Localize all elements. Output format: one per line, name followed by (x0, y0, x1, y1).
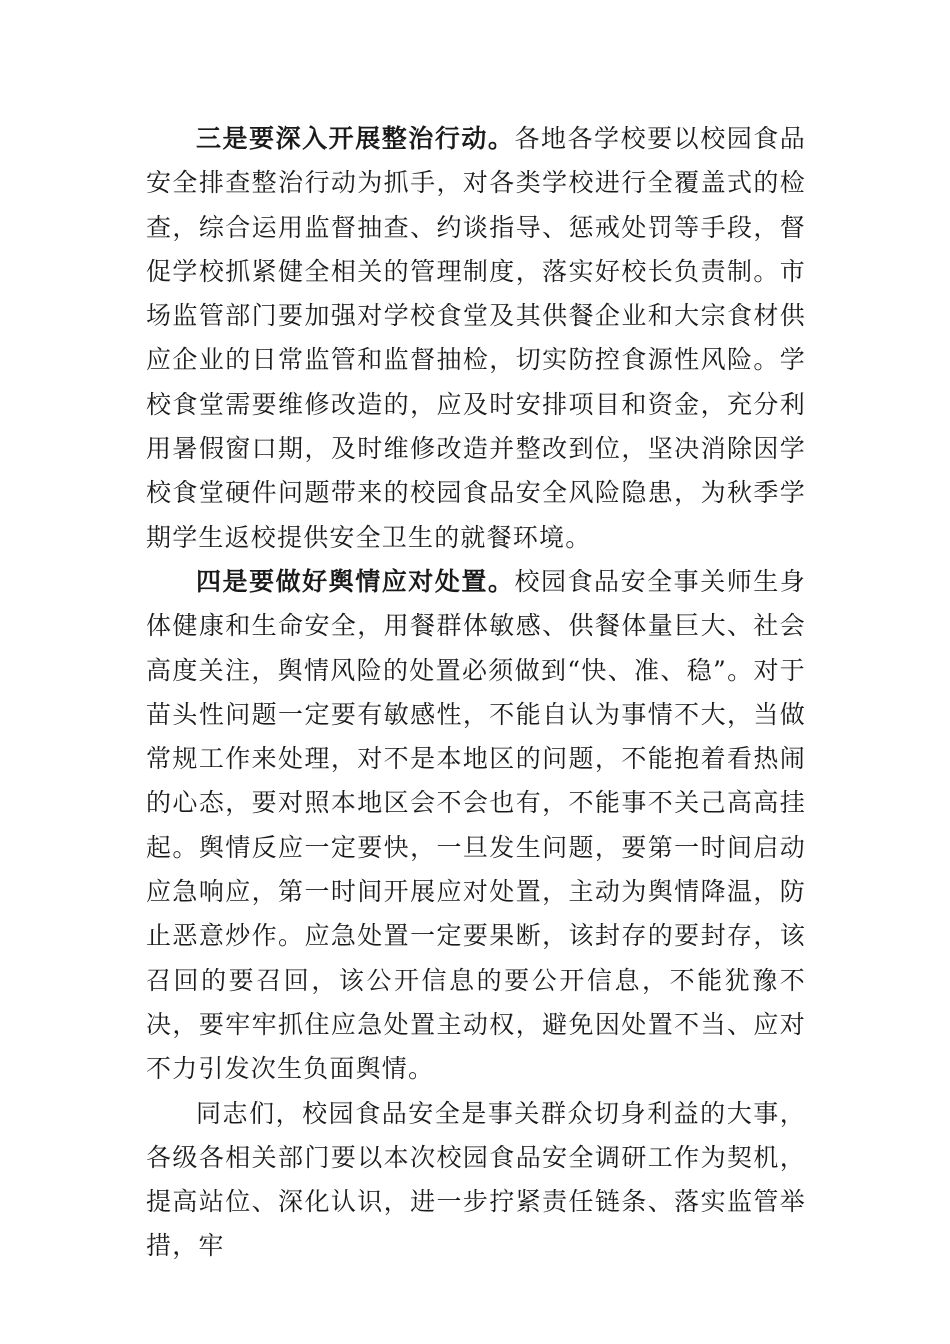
paragraph-text: 各地各学校要以校园食品安全排查整治行动为抓手，对各类学校进行全覆盖式的检查，综合运用监督抽查、约谈指导、惩戒处罚等手段，督促学校抓紧健全相关的管理制度，落实好校长负责制。市场监管部门要加强对学校食堂及其供餐企业和大宗食材供应企业的日常监管和监督抽检，切实防控食源性风险。学校食堂需要维修改造的，应及时安排项目和资金，充分利用暑假窗口期，及时维修改造并整改到位，坚决消除因学校食堂硬件问题带来的校园食品安全风险隐患，为秋季学期学生返校提供安全卫生的就餐环境。 (146, 124, 806, 552)
paragraph-text: 校园食品安全事关师生身体健康和生命安全，用餐群体敏感、供餐体量巨大、社会高度关注，舆情风险的处置必须做到“快、准、稳”。对于苗头性问题一定要有敏感性，不能自认为事情不大，当做常规工作来处理，对不是本地区的问题，不能抱着看热闹的心态，要对照本地区会不会也有，不能事不关己高高挂起。舆情反应一定要快，一旦发生问题，要第一时间启动应急响应，第一时间开展应对处置，主动为舆情降温，防止恶意炒作。应急处置一定要果断，该封存的要封存，该召回的要召回，该公开信息的要公开信息，不能犹豫不决，要牢牢抓住应急处置主动权，避免因处置不当、应对不力引发次生负面舆情。 (146, 566, 806, 1084)
paragraph-lead: 四是要做好舆情应对处置。 (196, 566, 515, 596)
paragraph-lead: 三是要深入开展整治行动。 (196, 124, 515, 153)
document-body (146, 117, 806, 1269)
paragraph-text: 同志们，校园食品安全是事关群众切身利益的大事，各级各相关部门要以本次校园食品安全调研工作为契机，提高站位、深化认识，进一步拧紧责任链条、落实监管举措，牢 (146, 1098, 806, 1261)
paragraph-rectification (146, 117, 806, 560)
paragraph-public-opinion (146, 560, 806, 1092)
paragraph-closing (146, 1092, 806, 1269)
